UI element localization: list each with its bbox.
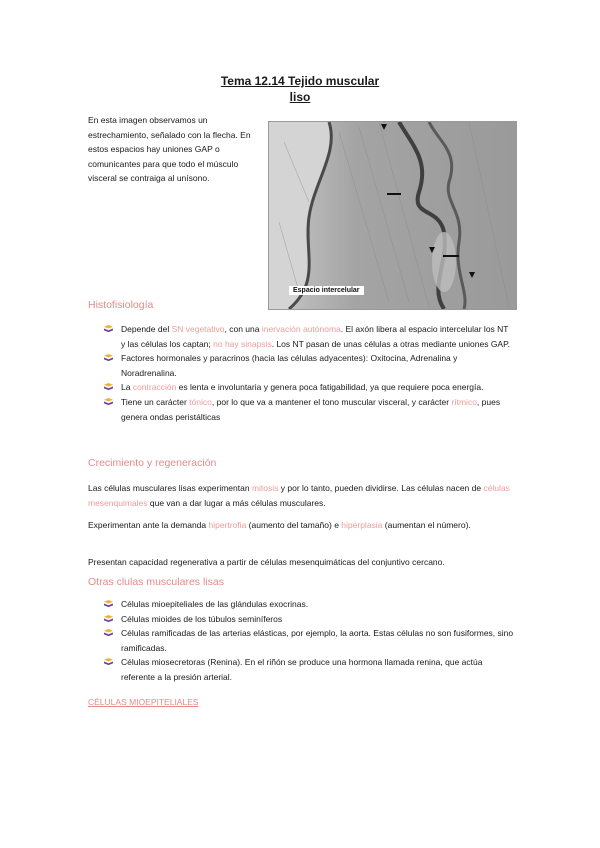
list-item bbox=[104, 655, 514, 684]
text-run: La bbox=[121, 382, 133, 393]
text-run: (aumento del tamaño) e bbox=[246, 520, 342, 530]
book-bullet-icon bbox=[104, 658, 113, 666]
list-item bbox=[104, 322, 514, 351]
list-item bbox=[104, 380, 514, 395]
highlight-term: inervación autónoma bbox=[261, 324, 341, 334]
text-run: Factores hormonales y paracrinos (hacia las células adyacentes): Oxitocina, Adrenalina y Noradrenalina. bbox=[121, 353, 458, 378]
paragraph-hipertrofia bbox=[88, 518, 515, 533]
page-title-continued: liso bbox=[289, 90, 311, 104]
list-item bbox=[104, 612, 514, 627]
highlight-term: células mesenquimales bbox=[88, 483, 510, 508]
micrograph-illustration bbox=[269, 122, 516, 309]
text-run: Las células musculares lisas experimentan bbox=[88, 483, 252, 493]
text-run: . Los NT pasan de unas células a otras mediante uniones GAP. bbox=[271, 338, 511, 349]
text-run: (aumentan el número). bbox=[382, 520, 471, 530]
highlight-term: no hay sinapsis bbox=[213, 338, 272, 349]
highlight-term: SN vegetativo bbox=[171, 324, 225, 334]
text-run: , pues genera ondas peristálticas bbox=[121, 396, 501, 422]
text-run: es lenta e involuntaria y genera poca fatigabilidad, ya que requiere poca energía. bbox=[176, 382, 484, 393]
page-title: Tema 12.14 Tejido muscular bbox=[220, 74, 380, 88]
text-run: y por lo tanto, pueden dividirse. Las células nacen de bbox=[278, 483, 484, 493]
highlight-term: hipertrofia bbox=[208, 520, 247, 530]
section-heading-crecimiento: Crecimiento y regeneración bbox=[88, 457, 217, 469]
subsection-link[interactable]: CÉLULAS MIOEPITELIALES bbox=[88, 697, 199, 707]
otras-list bbox=[104, 597, 514, 685]
highlight-term: contracción bbox=[132, 382, 177, 393]
text-run: Células miosecretoras (Renina). En el riñón se produce una hormona llamada renina, que actúa referente a la presión arterial. bbox=[121, 657, 483, 682]
text-run: Células mioepiteliales de las glándulas exocrinas. bbox=[121, 599, 309, 609]
section-heading-otras: Otras clulas musculares lisas bbox=[88, 576, 224, 588]
paragraph-mitosis bbox=[88, 481, 515, 510]
highlight-term: tónico bbox=[189, 396, 212, 407]
section-heading-histofisiologia: Histofisiología bbox=[88, 299, 154, 311]
book-bullet-icon bbox=[104, 600, 113, 608]
book-bullet-icon bbox=[104, 383, 113, 391]
book-bullet-icon bbox=[104, 615, 113, 623]
histofisiologia-list bbox=[104, 322, 514, 424]
book-bullet-icon bbox=[104, 398, 113, 406]
list-item bbox=[104, 626, 514, 655]
micrograph-image bbox=[268, 121, 517, 310]
book-bullet-icon bbox=[104, 354, 113, 362]
list-item bbox=[104, 597, 514, 612]
highlight-term: hiperplasia bbox=[341, 520, 383, 530]
highlight-term: mitosis bbox=[251, 483, 279, 493]
highlight-term: rítmico bbox=[451, 396, 477, 407]
book-bullet-icon bbox=[104, 325, 113, 333]
text-run: Experimentan ante la demanda bbox=[88, 520, 209, 530]
micrograph-label: Espacio intercelular bbox=[289, 286, 364, 295]
text-run: Tiene un carácter bbox=[121, 396, 190, 407]
text-run: , por lo que va a mantener el tono muscular visceral, y carácter bbox=[211, 396, 452, 407]
list-item bbox=[104, 395, 514, 424]
list-item bbox=[104, 351, 514, 380]
text-run: , con una bbox=[224, 324, 262, 334]
text-run: que van a dar lugar a más células musculares. bbox=[147, 497, 326, 508]
intro-paragraph: En esta imagen observamos un estrechamiento, señalado con la flecha. En estos espacios hay uniones GAP o comunicantes para que todo el músculo visceral se contraiga al unísono. bbox=[88, 115, 251, 184]
book-bullet-icon bbox=[104, 629, 113, 637]
text-run: Células mioides de los túbulos seminíferos bbox=[121, 613, 283, 624]
paragraph-regeneracion: Presentan capacidad regenerativa a partir de células mesenquimáticas del conjuntivo cercano. bbox=[88, 557, 445, 567]
text-run: Depende del bbox=[121, 324, 172, 334]
text-run: . El axón libera al espacio intercelular los NT y las células los captan; bbox=[121, 324, 509, 349]
text-run: Células ramificadas de las arterias elásticas, por ejemplo, la aorta. Estas células no son fusiformes, sino ramificadas. bbox=[121, 628, 514, 653]
